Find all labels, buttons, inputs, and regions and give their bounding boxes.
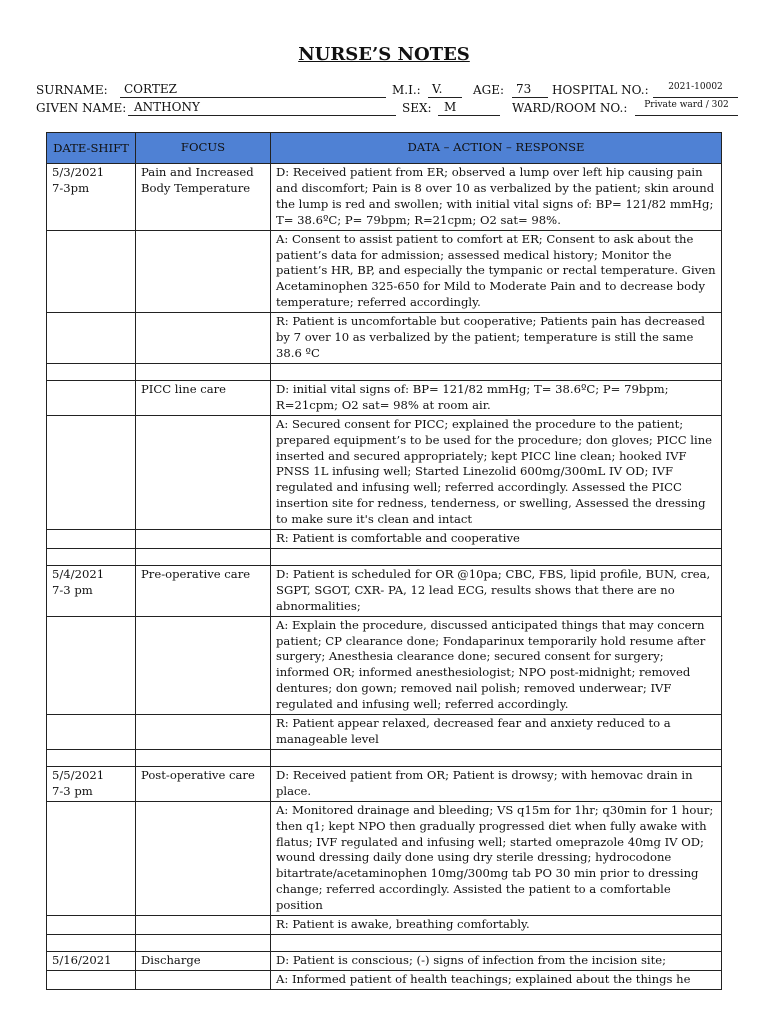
cell-focus bbox=[136, 548, 271, 565]
header-date-shift: DATE-SHIFT bbox=[47, 133, 136, 164]
table-spacer-row bbox=[47, 749, 722, 766]
cell-dar: A: Monitored drainage and bleeding; VS q15m for 1hr; q30min for 1 hour; then q1; kept NPO then gradually progressed diet when fully awake with flatus; IVF regulated and infusing well; started omeprazole 40mg IV OD; wound dressing daily done using dry sterile dressing; hydrocodone bitartrate/acetaminophen 10mg/300mg tab PO 30 min prior to dressing change; referred accordingly. Assisted the patient to a comfortable position bbox=[271, 801, 722, 915]
page-title: NURSE’S NOTES bbox=[298, 44, 470, 65]
cell-focus bbox=[136, 934, 271, 951]
cell-focus bbox=[136, 530, 271, 549]
cell-focus bbox=[136, 715, 271, 750]
sex-field: M bbox=[438, 100, 500, 116]
table-row bbox=[47, 415, 722, 529]
given-name-field: ANTHONY bbox=[128, 100, 396, 116]
cell-dar: D: Received patient from ER; observed a lump over left hip causing pain and discomfort; Pain is 8 over 10 as verbalized by the patient; skin around the lump is red and swollen; with initial vital signs of: BP= 121/82 mmHg; T= 38.6ºC; P= 79bpm; R=21cpm; O2 sat= 98%. bbox=[271, 164, 722, 231]
surname-label: SURNAME: bbox=[36, 83, 108, 97]
cell-date-shift bbox=[47, 934, 136, 951]
cell-focus bbox=[136, 801, 271, 915]
cell-date-shift bbox=[47, 801, 136, 915]
cell-date-shift bbox=[47, 415, 136, 529]
ward-field: Private ward / 302 bbox=[635, 100, 738, 116]
nurse-notes-table bbox=[46, 132, 722, 990]
cell-date-shift bbox=[47, 380, 136, 415]
ward-label: WARD/ROOM NO.: bbox=[512, 101, 628, 115]
cell-date-shift bbox=[47, 313, 136, 364]
cell-dar: R: Patient appear relaxed, decreased fear and anxiety reduced to a manageable level bbox=[271, 715, 722, 750]
cell-focus: Discharge bbox=[136, 951, 271, 970]
cell-date-shift bbox=[47, 530, 136, 549]
table-row bbox=[47, 565, 722, 616]
cell-dar: R: Patient is uncomfortable but cooperative; Patients pain has decreased by 7 over 10 as verbalized by the patient; temperature is still the same 38.6 ºC bbox=[271, 313, 722, 364]
cell-date-shift bbox=[47, 616, 136, 714]
cell-focus bbox=[136, 749, 271, 766]
table-row bbox=[47, 951, 722, 970]
table-row bbox=[47, 530, 722, 549]
cell-focus: Pain and Increased Body Temperature bbox=[136, 164, 271, 231]
cell-dar: A: Explain the procedure, discussed anticipated things that may concern patient; CP clearance done; Fondaparinux temporarily hold resume after surgery; Anesthesia clearance done; secured consent for surgery; informed OR; informed anesthesiologist; NPO post-midnight; removed dentures; don gown; removed nail polish; removed underwear; IVF regulated and infusing well; referred accordingly. bbox=[271, 616, 722, 714]
table-spacer-row bbox=[47, 934, 722, 951]
cell-focus bbox=[136, 415, 271, 529]
cell-focus bbox=[136, 616, 271, 714]
cell-focus bbox=[136, 970, 271, 989]
cell-date-shift bbox=[47, 363, 136, 380]
cell-date-shift bbox=[47, 749, 136, 766]
cell-dar: A: Informed patient of health teachings; explained about the things he bbox=[271, 970, 722, 989]
sex-label: SEX: bbox=[402, 101, 432, 115]
table-row bbox=[47, 801, 722, 915]
table-header-row bbox=[47, 133, 722, 164]
table-row bbox=[47, 164, 722, 231]
cell-dar: D: initial vital signs of: BP= 121/82 mmHg; T= 38.6ºC; P= 79bpm; R=21cpm; O2 sat= 98% at room air. bbox=[271, 380, 722, 415]
cell-dar bbox=[271, 749, 722, 766]
cell-date-shift bbox=[47, 916, 136, 935]
mi-field: V. bbox=[428, 82, 462, 98]
mi-label: M.I.: bbox=[392, 83, 421, 97]
cell-dar: D: Received patient from OR; Patient is drowsy; with hemovac drain in place. bbox=[271, 766, 722, 801]
table-row bbox=[47, 313, 722, 364]
cell-dar bbox=[271, 548, 722, 565]
table-row bbox=[47, 766, 722, 801]
age-field: 73 bbox=[512, 82, 548, 98]
cell-date-shift: 5/4/2021 7-3 pm bbox=[47, 565, 136, 616]
table-row bbox=[47, 230, 722, 313]
cell-dar bbox=[271, 934, 722, 951]
cell-focus: Post-operative care bbox=[136, 766, 271, 801]
cell-dar: D: Patient is conscious; (-) signs of infection from the incision site; bbox=[271, 951, 722, 970]
cell-focus bbox=[136, 916, 271, 935]
cell-focus: PICC line care bbox=[136, 380, 271, 415]
table-row bbox=[47, 616, 722, 714]
hospital-no-label: HOSPITAL NO.: bbox=[552, 83, 649, 97]
table-spacer-row bbox=[47, 548, 722, 565]
cell-dar: R: Patient is comfortable and cooperative bbox=[271, 530, 722, 549]
cell-date-shift bbox=[47, 970, 136, 989]
table-row bbox=[47, 916, 722, 935]
cell-focus bbox=[136, 313, 271, 364]
cell-date-shift bbox=[47, 715, 136, 750]
given-name-label: GIVEN NAME: bbox=[36, 101, 127, 115]
cell-focus bbox=[136, 363, 271, 380]
surname-field: CORTEZ bbox=[120, 82, 386, 98]
table-row bbox=[47, 380, 722, 415]
cell-dar: A: Consent to assist patient to comfort at ER; Consent to ask about the patient’s data for admission; assessed medical history; Monitor the patient’s HR, BP, and especially the tympanic or rectal temperature. Given Acetaminophen 325-650 for Mild to Moderate Pain and to decrease body temperature; referred accordingly. bbox=[271, 230, 722, 313]
cell-dar: R: Patient is awake, breathing comfortably. bbox=[271, 916, 722, 935]
cell-dar: A: Secured consent for PICC; explained the procedure to the patient; prepared equipment’s to be used for the procedure; don gloves; PICC line inserted and secured appropriately; kept PICC line clean; hooked IVF PNSS 1L infusing well; Started Linezolid 600mg/300mL IV OD; IVF regulated and infusing well; referred accordingly. Assessed the PICC insertion site for redness, tenderness, or swelling, Assessed the dressing to make sure it's clean and intact bbox=[271, 415, 722, 529]
hospital-no-field: 2021-10002 bbox=[653, 82, 738, 98]
cell-dar bbox=[271, 363, 722, 380]
table-row bbox=[47, 715, 722, 750]
cell-date-shift bbox=[47, 548, 136, 565]
header-dar: DATA – ACTION – RESPONSE bbox=[271, 133, 722, 164]
cell-dar: D: Patient is scheduled for OR @10pa; CBC, FBS, lipid profile, BUN, crea, SGPT, SGOT, CXR- PA, 12 lead ECG, results shows that there are no abnormalities; bbox=[271, 565, 722, 616]
table-spacer-row bbox=[47, 363, 722, 380]
cell-date-shift: 5/3/2021 7-3pm bbox=[47, 164, 136, 231]
table-row bbox=[47, 970, 722, 989]
age-label: AGE: bbox=[473, 83, 505, 97]
cell-focus bbox=[136, 230, 271, 313]
cell-focus: Pre-operative care bbox=[136, 565, 271, 616]
cell-date-shift: 5/5/2021 7-3 pm bbox=[47, 766, 136, 801]
cell-date-shift bbox=[47, 230, 136, 313]
header-focus: FOCUS bbox=[136, 133, 271, 164]
cell-date-shift: 5/16/2021 bbox=[47, 951, 136, 970]
